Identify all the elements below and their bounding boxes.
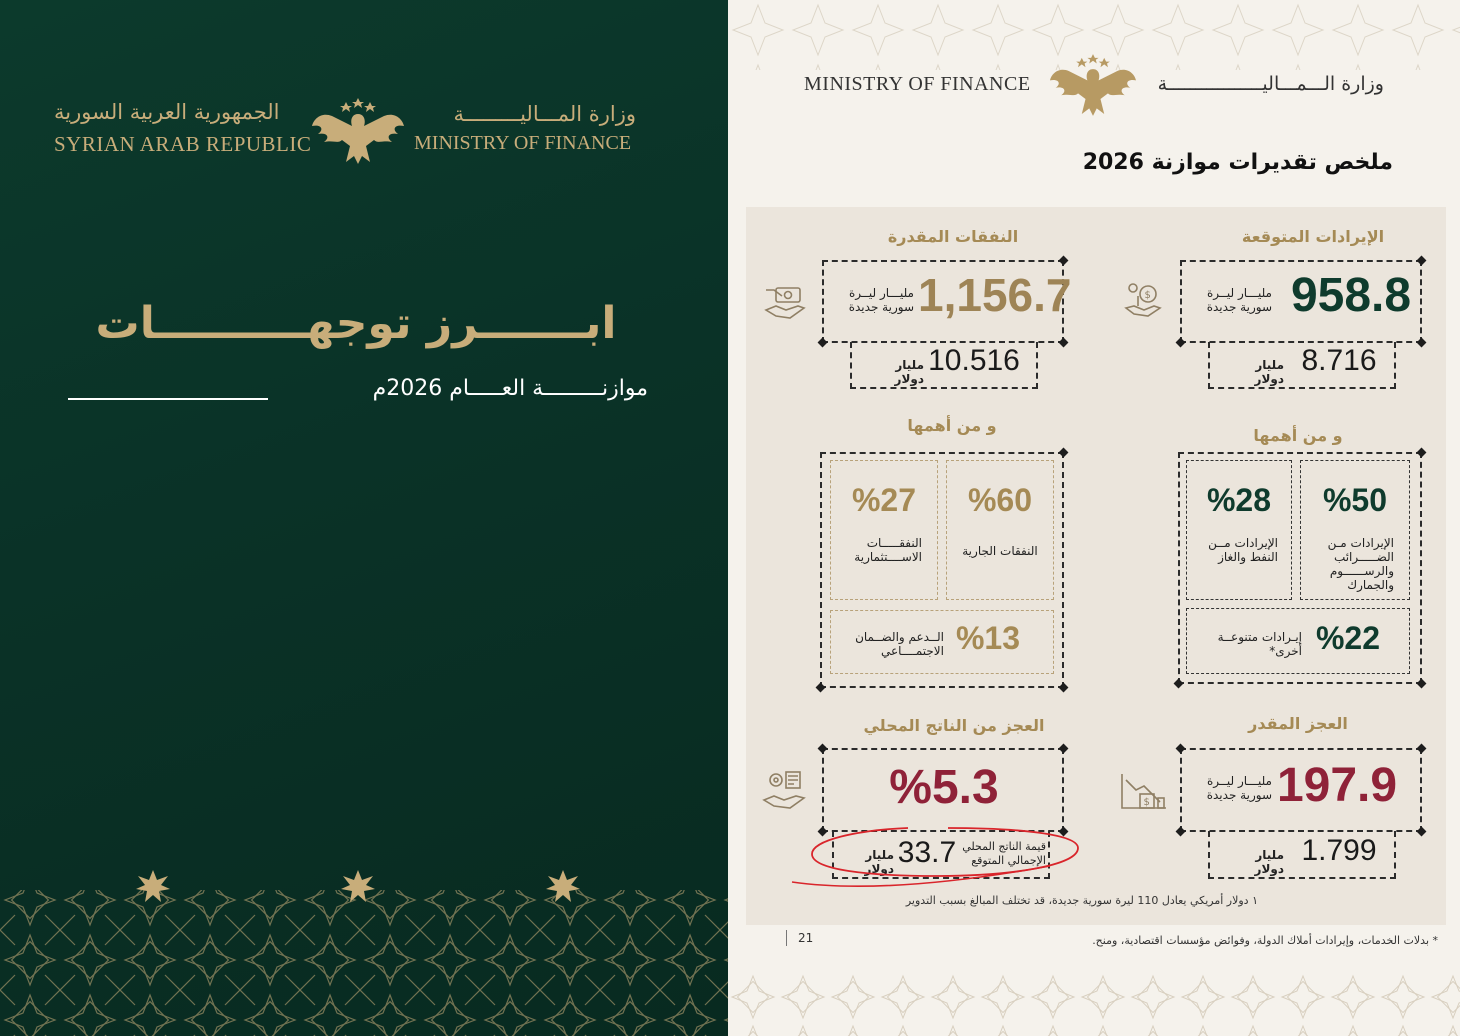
svg-text:$: $ — [1144, 290, 1151, 301]
ministry-arabic: وزارة المـــاليـــــــــة — [453, 102, 636, 126]
header-arabic: وزارة الـــمـــاليـــــــــــــــــة — [1157, 73, 1384, 95]
expenditure-item-pct: %27 — [851, 482, 917, 518]
republic-english: SYRIAN ARAB REPUBLIC — [54, 132, 312, 156]
footnote: * بدلات الخدمات، وإيرادات أملاك الدولة، وفوائض مؤسسات اقتصادية، ومنح. — [1092, 934, 1438, 947]
deficit-usd-unit: مليار دولار — [1254, 848, 1284, 876]
expenditure-item-label: الــدعم والضــمان الاجتمــــاعي — [855, 630, 944, 658]
gdp-value: 33.7 — [897, 836, 957, 869]
expenditure-unit: مليـــار ليــرة سورية جديدة — [848, 286, 914, 314]
cover-subtitle: موازنـــــــــة العـــــام 2026م — [372, 376, 648, 401]
revenue-item-pct: %28 — [1206, 482, 1272, 518]
expenditure-item-pct: %60 — [967, 482, 1033, 518]
expenditure-value: 1,156.7 — [918, 269, 1072, 321]
summary-page — [728, 0, 1460, 1036]
money-hand-icon — [1124, 280, 1164, 320]
expenditure-item-label: النفقـــــات الاســــتثمارية — [854, 536, 922, 564]
geometric-pattern — [0, 870, 728, 1036]
gdp-deficit-heading: العجز من الناتج المحلي — [863, 716, 1045, 735]
revenue-breakdown-heading: و من أهمها — [1253, 426, 1343, 445]
revenue-usd-unit: مليار دولار — [1254, 358, 1284, 386]
expenditure-item-pct: %13 — [955, 620, 1021, 656]
deficit-heading: العجز المقدر — [1248, 714, 1348, 733]
expenditure-heading: النفقات المقدرة — [887, 227, 1019, 246]
gdp-label: قيمة الناتج المحلي الإجمالي المتوقع — [962, 840, 1046, 867]
revenue-item-label: الإيرادات مــن النفط والغاز — [1208, 536, 1278, 564]
revenue-item-pct: %22 — [1315, 620, 1381, 656]
deficit-usd-value: 1.799 — [1301, 834, 1377, 867]
expenditure-breakdown-heading: و من أهمها — [907, 416, 997, 435]
revenue-unit: مليـــار ليــرة سورية جديدة — [1206, 286, 1272, 314]
gear-hand-icon — [762, 768, 806, 812]
header-english: MINISTRY OF FINANCE — [804, 73, 1031, 95]
declining-chart-icon — [1120, 772, 1168, 810]
republic-arabic: الجمهورية العربية السورية — [54, 100, 280, 124]
cover-page — [0, 0, 728, 1036]
revenue-value: 958.8 — [1290, 269, 1412, 322]
revenue-usd-value: 8.716 — [1301, 344, 1377, 377]
page-title: ملخص تقديرات موازنة 2026 — [1082, 150, 1393, 175]
expenditure-usd-unit: مليار دولار — [894, 358, 924, 386]
revenue-item-label: إيـرادات متنوعــة أخرى* — [1217, 630, 1302, 658]
ministry-english: MINISTRY OF FINANCE — [414, 132, 632, 154]
expenditure-item-box — [830, 460, 938, 600]
page-number: 21 — [798, 931, 814, 945]
revenue-item-box — [1186, 460, 1292, 600]
red-annotation-circle — [788, 818, 1088, 892]
cash-hand-icon — [764, 282, 806, 322]
gdp-deficit-value: %5.3 — [889, 761, 999, 814]
revenue-item-label: الإيرادات مـن الضـــــرائب والرســــــوم والجمارك — [1327, 536, 1394, 592]
revenue-heading: الإيرادات المتوقعة — [1241, 227, 1385, 246]
expenditure-item-box — [946, 460, 1054, 600]
eagle-emblem-icon — [312, 96, 404, 166]
footer-pattern — [728, 972, 1460, 1036]
deficit-value: 197.9 — [1276, 759, 1398, 812]
svg-text:$: $ — [1143, 797, 1150, 808]
eagle-emblem-icon — [1050, 52, 1136, 118]
page-number-rule — [786, 930, 787, 946]
cover-title: ابـــــــرز توجهــــــــــات — [95, 298, 617, 349]
expenditure-item-label: النفقات الجارية — [962, 544, 1038, 558]
gdp-unit: مليار دولار — [864, 848, 894, 876]
revenue-item-pct: %50 — [1322, 482, 1388, 518]
deficit-unit: مليـــار ليــرة سورية جديدة — [1206, 774, 1272, 802]
expenditure-usd-value: 10.516 — [928, 344, 1020, 377]
exchange-note: ١ دولار أمريكي يعادل 110 ليرة سورية جديدة، قد تختلف المبالغ بسبب التدوير — [905, 894, 1258, 907]
